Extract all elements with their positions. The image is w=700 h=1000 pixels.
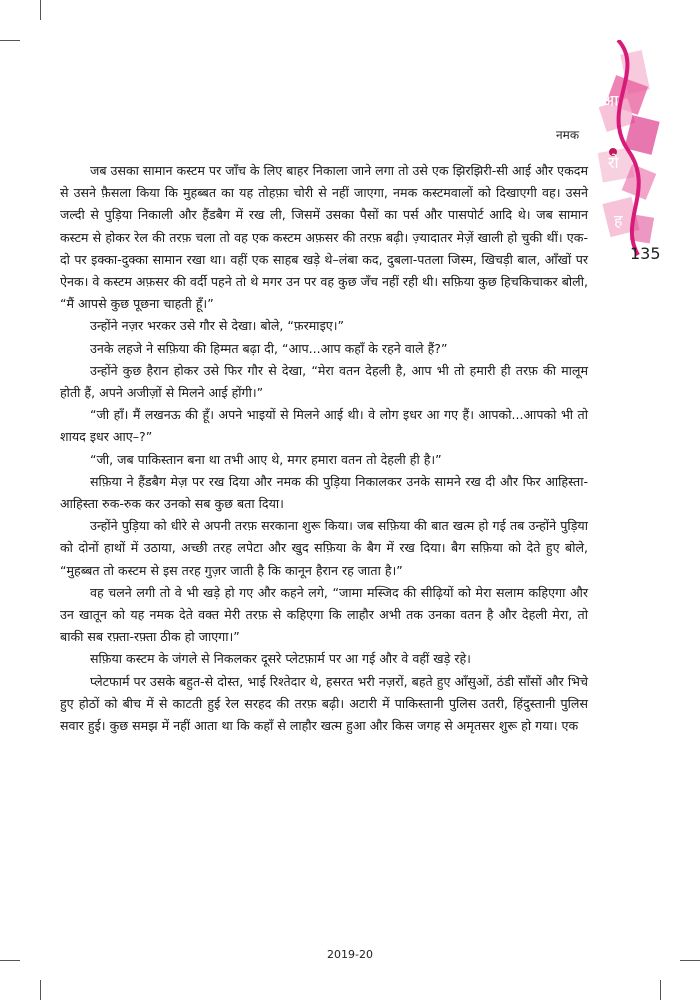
paragraph: उन्होंने नज़र भरकर उसे गौर से देखा। बोले, “फ़रमाइए।”	[90, 318, 345, 334]
paragraph: उनके लहजे ने सफ़िया की हिम्मत बढ़ा दी, “आप...आप कहाँ के रहने वाले हैं?”	[90, 340, 448, 356]
paragraph: सफ़िया कस्टम के जंगले से निकलकर दूसरे प्लेटफ़ार्म पर आ गई और वे वहीं खड़े रहे।	[90, 651, 471, 667]
paragraph: वह चलने लगी तो वे भी खड़े हो गए और कहने लगे, “जामा मस्जिद की सीढ़ियों को मेरा सलाम कहिएगा और उन खातून को यह नमक देते वक्त मेरी तरफ़ से कहिएगा कि लाहौर अभी तक उनका वतन है और देहली मेरा, तो बाकी सब रफ़्ता-रफ़्ता ठीक हो जाएगा।”	[60, 584, 588, 645]
body-text	[60, 160, 588, 737]
footer-year: 2019-20	[327, 948, 373, 961]
crop-mark	[40, 0, 41, 20]
running-title: नमक	[556, 128, 580, 142]
ribbon-letter: ह	[614, 211, 623, 230]
paragraph: “जी हाँ। मैं लखनऊ की हूँ। अपने भाइयों से मिलने आई थी। वे लोग इधर आ गए हैं। आपको...आपको भी तो शायद इधर आए–?”	[60, 407, 588, 445]
paragraph: प्लेटफार्म पर उसके बहुत-से दोस्त, भाई रिश्तेदार थे, हसरत भरी नज़रों, बहते हुए आँसुओं, ठंडी साँसों और भिचे हुए होठों को बीच में से काटती हुई रेल सरहद की तरफ़ बढ़ी। अटारी में पाकिस्तानी पुलिस उतरी, हिंदुस्तानी पुलिस सवार हुई। कुछ समझ में नहीं आता था कि कहाँ से लाहौर खत्म हुआ और किस जगह से अमृतसर शुरू हो गया। एक	[60, 673, 588, 734]
paragraph: “जी, जब पाकिस्तान बना था तभी आए थे, मगर हमारा वतन तो देहली ही है।”	[90, 451, 442, 467]
paragraph: उन्होंने पुड़िया को धीरे से अपनी तरफ़ सरकाना शुरू किया। जब सफ़िया की बात खत्म हो गई तब उन्होंने पुड़िया को दोनों हाथों में उठाया, अच्छी तरह लपेटा और खुद सफ़िया के बैग में रख दिया। बैग सफ़िया को देते हुए बोले, “मुहब्बत तो कस्टम से इस तरह गुज़र जाती है कि कानून हैरान रह जाता है।”	[60, 518, 588, 578]
crop-mark	[0, 40, 20, 41]
paragraph: उन्होंने कुछ हैरान होकर उसे फिर गौर से देखा, “मेरा वतन देहली है, आप भी तो हमारी ही तरफ़ की मालूम होती हैं, अपने अजीज़ों से मिलने आई होंगी।”	[60, 362, 588, 401]
crop-mark	[660, 980, 661, 1000]
paragraph: सफ़िया ने हैंडबैग मेज़ पर रख दिया और नमक की पुड़िया निकालकर उनके सामने रख दी और फिर आहिस्ता-आहिस्ता रुक-रुक कर उनको सब कुछ बता दिया।	[60, 473, 588, 512]
paragraph: जब उसका सामान कस्टम पर जाँच के लिए बाहर निकाला जाने लगा तो उसे एक झिरझिरी-सी आई और एकदम से उसने फ़ैसला किया कि मुहब्बत का यह तोहफ़ा चोरी से नहीं जाएगा, नमक कस्टमवालों को दिखाएगी वह। उसने जल्दी से पुड़िया निकाली और हैंडबैग में रख ली, जिसमें उसका पैसों का पर्स और पासपोर्ट आदि थे। जब सामान कस्टम से होकर रेल की तरफ़ चला तो वह एक कस्टम अफ़सर की तरफ़ बढ़ी। ज़्यादातर मेज़ें खाली हो चुकी थीं। एक-दो पर इक्का-दुक्का सामान रखा था। वहीं एक साहब खड़े थे–लंबा कद, दुबला-पतला जिस्म, खिचड़ी बाल, आँखों पर ऐनक। वे कस्टम अफ़सर की वर्दी पहने तो थे मगर उन पर वह कुछ जँच नहीं रही थी। सफ़िया कुछ हिचकिचाकर बोली, “मैं आपसे कुछ पूछना चाहती हूँ।”	[60, 163, 588, 312]
decorative-ribbon	[588, 40, 688, 275]
page-number: 135	[630, 244, 661, 263]
crop-mark	[40, 980, 41, 1000]
ribbon-letter: आ	[602, 91, 619, 110]
ribbon-letter: रो	[608, 153, 619, 172]
